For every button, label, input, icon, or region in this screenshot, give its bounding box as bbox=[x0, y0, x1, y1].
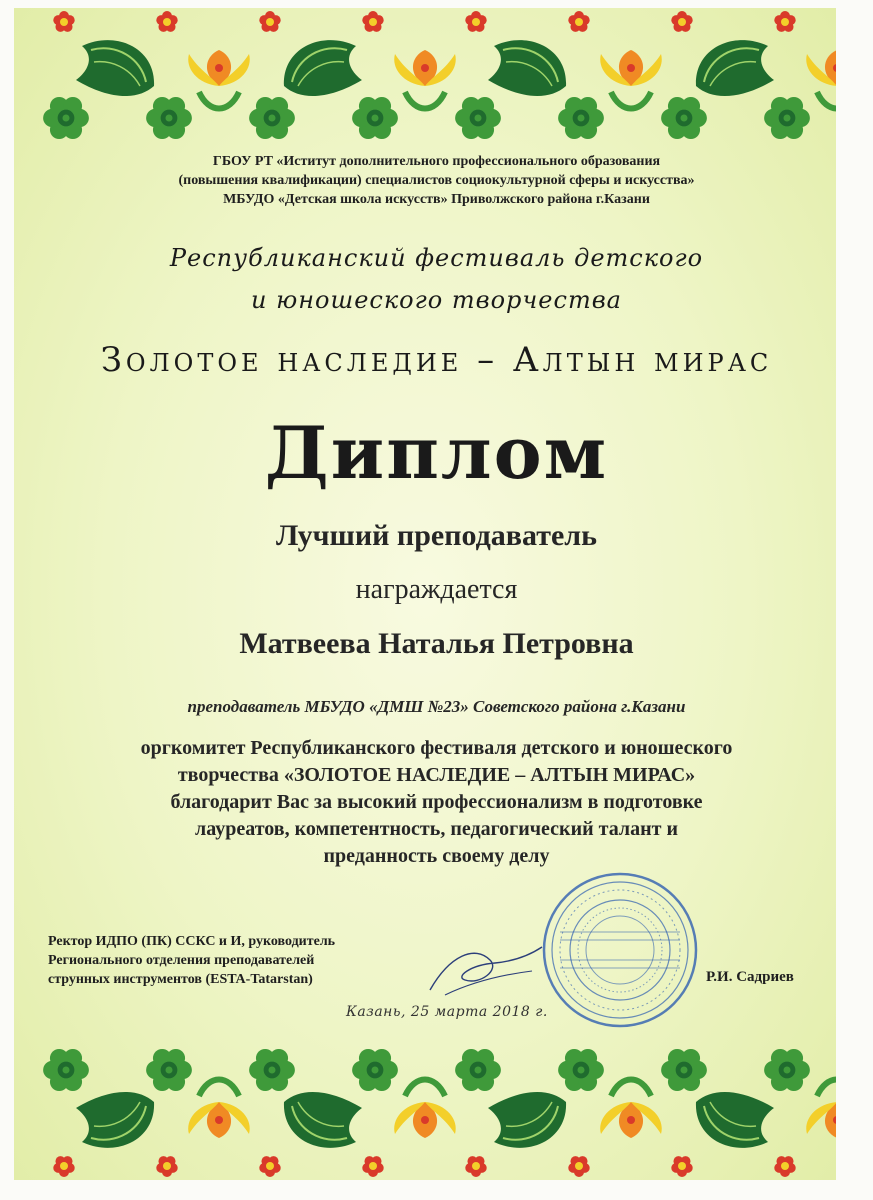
paisley-leaf-icon bbox=[488, 40, 566, 96]
rector-line-2: Регионального отделения преподавателей bbox=[48, 953, 315, 968]
green-rosette-icon bbox=[43, 1049, 89, 1091]
green-rosette-icon bbox=[764, 1049, 810, 1091]
thanks-line-5: преданность своему делу bbox=[323, 845, 550, 867]
small-flower-icon bbox=[156, 11, 177, 32]
tulip-flower-icon bbox=[188, 50, 250, 109]
rector-title bbox=[48, 932, 335, 989]
festival-name: Золотое наследие – Алтын мирас bbox=[100, 340, 773, 380]
green-rosette-icon bbox=[146, 1049, 192, 1091]
bottom-ornament-border bbox=[14, 1020, 836, 1180]
small-flower-icon bbox=[568, 11, 589, 32]
thanks-line-1: оргкомитет Республиканского фестиваля детского и юношеского bbox=[140, 737, 733, 759]
small-flower-icon bbox=[465, 11, 486, 32]
institution-header bbox=[0, 152, 873, 209]
small-flower-icon bbox=[774, 11, 795, 32]
green-rosette-icon bbox=[249, 97, 295, 139]
green-rosette-icon bbox=[661, 97, 707, 139]
small-flower-icon bbox=[53, 11, 74, 32]
tulip-flower-icon bbox=[188, 1080, 250, 1139]
green-rosette-icon bbox=[352, 1049, 398, 1091]
small-flower-icon bbox=[671, 11, 692, 32]
small-flower-icon bbox=[156, 1156, 177, 1177]
green-rosette-icon bbox=[455, 97, 501, 139]
tulip-flower-icon bbox=[600, 50, 662, 109]
paisley-leaf-icon bbox=[696, 1092, 774, 1148]
paisley-leaf-icon bbox=[284, 1092, 362, 1148]
green-rosette-icon bbox=[661, 1049, 707, 1091]
place-and-date: Казань, 25 марта 2018 г. bbox=[346, 1004, 548, 1020]
thanks-line-4: лауреатов, компетентность, педагогический талант и bbox=[195, 818, 678, 840]
small-flower-icon bbox=[774, 1156, 795, 1177]
signer-name: Р.И. Садриев bbox=[706, 969, 794, 985]
paisley-leaf-icon bbox=[76, 40, 154, 96]
rector-line-3: струнных инструментов (ESTA-Tatarstan) bbox=[48, 972, 313, 987]
small-flower-icon bbox=[362, 1156, 383, 1177]
small-flower-icon bbox=[362, 11, 383, 32]
diploma-title: Диплом bbox=[264, 410, 609, 495]
small-flower-icon bbox=[259, 11, 280, 32]
green-rosette-icon bbox=[455, 1049, 501, 1091]
awarded-text: награждается bbox=[355, 574, 518, 605]
handwritten-signature bbox=[420, 935, 550, 1005]
recipient-name: Матвеева Наталья Петровна bbox=[239, 627, 634, 660]
tulip-flower-icon bbox=[394, 1080, 456, 1139]
top-ornament-border bbox=[14, 8, 836, 158]
thanks-line-3: благодарит Вас за высокий профессионализм в подготовке bbox=[170, 791, 703, 813]
green-rosette-icon bbox=[764, 97, 810, 139]
institution-line-3: МБУДО «Детская школа искусств» Приволжского района г.Казани bbox=[223, 192, 650, 207]
paisley-leaf-icon bbox=[284, 40, 362, 96]
official-seal-stamp bbox=[540, 870, 700, 1030]
green-rosette-icon bbox=[43, 97, 89, 139]
thanks-line-2: творчества «ЗОЛОТОЕ НАСЛЕДИЕ – АЛТЫН МИРАС» bbox=[177, 764, 696, 786]
recipient-position: преподаватель МБУДО «ДМШ №23» Советского района г.Казани bbox=[187, 697, 686, 716]
green-rosette-icon bbox=[352, 97, 398, 139]
tulip-flower-icon bbox=[806, 50, 836, 109]
paisley-leaf-icon bbox=[696, 40, 774, 96]
small-flower-icon bbox=[671, 1156, 692, 1177]
institution-line-1: ГБОУ РТ «Иститут дополнительного профессионального образования bbox=[212, 154, 661, 169]
small-flower-icon bbox=[568, 1156, 589, 1177]
festival-line-2: и юношеского творчества bbox=[251, 286, 622, 314]
small-flower-icon bbox=[259, 1156, 280, 1177]
green-rosette-icon bbox=[249, 1049, 295, 1091]
small-flower-icon bbox=[53, 1156, 74, 1177]
paisley-leaf-icon bbox=[76, 1092, 154, 1148]
tulip-flower-icon bbox=[806, 1080, 836, 1139]
tulip-flower-icon bbox=[394, 50, 456, 109]
tulip-flower-icon bbox=[600, 1080, 662, 1139]
award-title: Лучший преподаватель bbox=[276, 519, 597, 552]
paisley-leaf-icon bbox=[488, 1092, 566, 1148]
institution-line-2: (повышения квалификации) специалистов социокультурной сферы и искусства» bbox=[178, 173, 695, 188]
green-rosette-icon bbox=[146, 97, 192, 139]
festival-line-1: Республиканский фестиваль детского bbox=[169, 244, 704, 272]
green-rosette-icon bbox=[558, 1049, 604, 1091]
rector-line-1: Ректор ИДПО (ПК) ССКС и И, руководитель bbox=[48, 934, 336, 949]
thanks-text bbox=[0, 735, 873, 870]
small-flower-icon bbox=[465, 1156, 486, 1177]
green-rosette-icon bbox=[558, 97, 604, 139]
